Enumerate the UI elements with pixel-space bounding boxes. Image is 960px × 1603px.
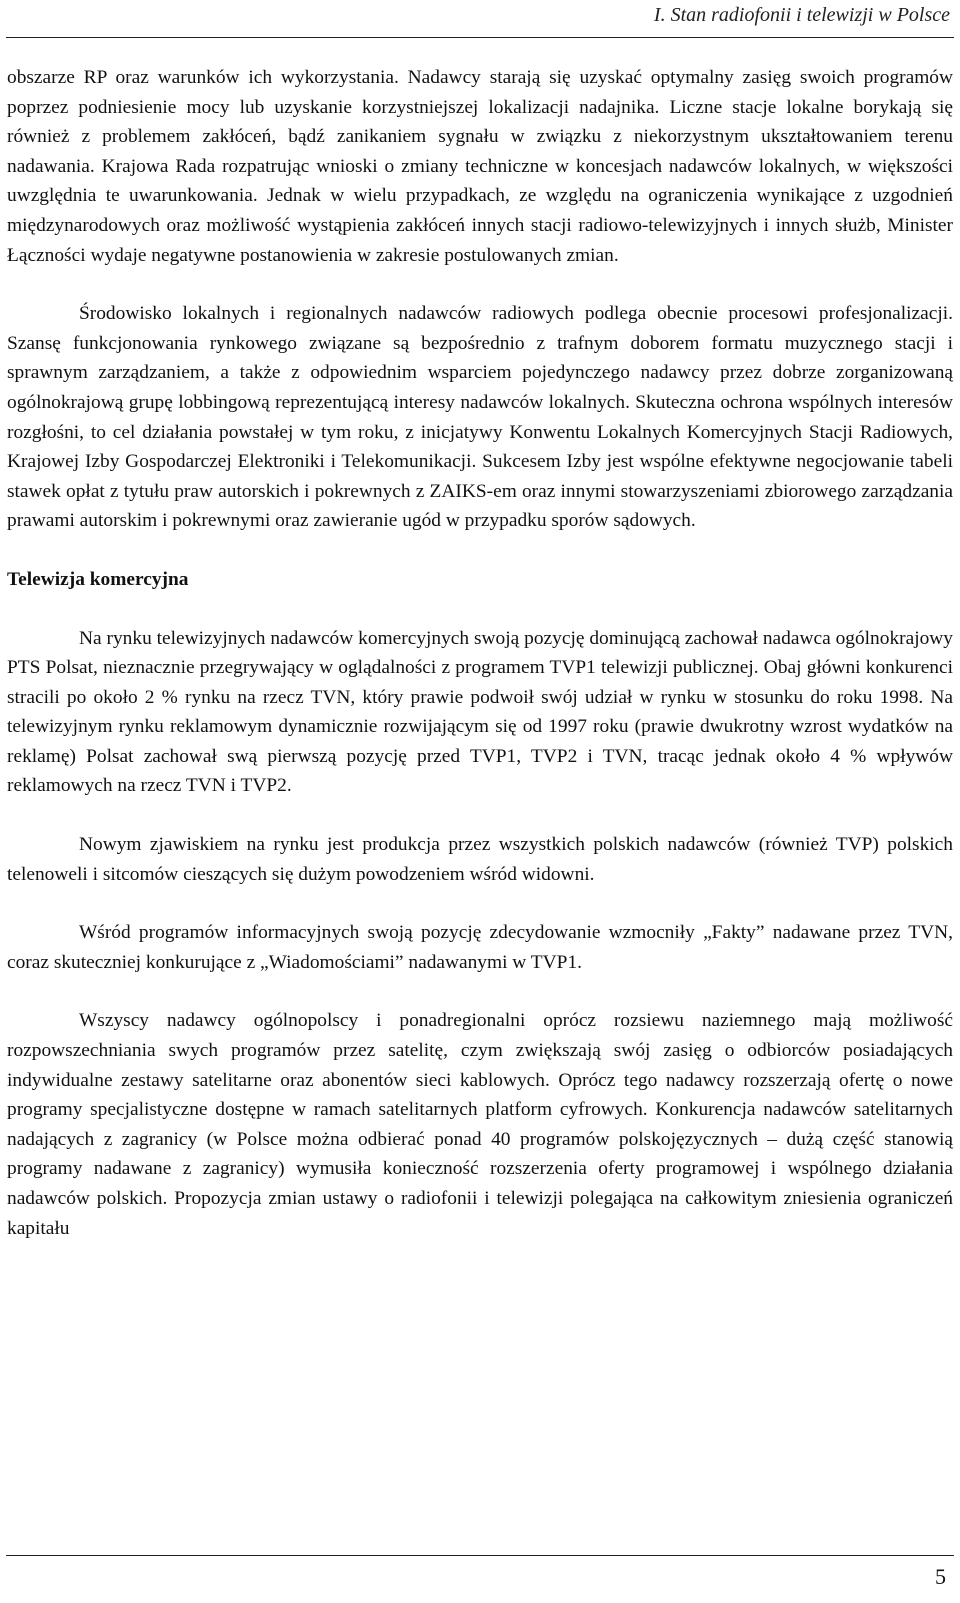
page-body [7,63,953,1243]
paragraph-4: Nowym zjawiskiem na rynku jest produkcja przez wszystkich polskich nadawców (również TVP) polskich telenoweli i sitcomów cieszących się dużym powodzeniem wśród widowni. [7,834,953,885]
header-divider [6,37,954,38]
page-number: 5 [935,1564,946,1589]
paragraph-1: obszarze RP oraz warunków ich wykorzystania. Nadawcy starają się uzyskać optymalny zasięg swoich programów poprzez podniesienie mocy lub uzyskanie korzystniejszej lokalizacji nadajnika. Liczne stacje lokalne borykają się również z problemem zakłóceń, bądź zanikaniem sygnału w związku z niekorzystnym ukształtowaniem terenu nadawania. Krajowa Rada rozpatrując wnioski o zmiany techniczne w koncesjach nadawców lokalnych, w większości uwzględnia te uwarunkowania. Jednak w wielu przypadkach, ze względu na ograniczenia wynikające z uzgodnień międzynarodowych oraz możliwość wystąpienia zakłóceń innych stacji radiowo-telewizyjnych i innych służb, Minister Łączności wydaje negatywne postanowienia w zakresie postulowanych zmian. [7,67,953,266]
footer-divider [6,1555,954,1556]
section-heading: Telewizja komercyjna [7,568,189,590]
paragraph-6: Wszyscy nadawcy ogólnopolscy i ponadregionalni oprócz rozsiewu naziemnego mają możliwość rozpowszechniania swych programów przez satelitę, czym zwiększają swój zasięg o odbiorców posiadających indywidualne zestawy satelitarne oraz abonentów sieci kablowych. Oprócz tego nadawcy rozszerzają ofertę o nowe programy specjalistyczne dostępne w ramach satelitarnych platform cyfrowych. Konkurencja nadawców satelitarnych nadających z zagranicy (w Polsce można odbierać ponad 40 programów polskojęzycznych – dużą część stanowią programy nadawane z zagranicy) wymusiła konieczność rozszerzenia oferty programowej i wspólnego działania nadawców polskich. Propozycja zmian ustawy o radiofonii i telewizji polegająca na całkowitym zniesienia ograniczeń kapitału [7,1010,953,1239]
paragraph-3: Na rynku telewizyjnych nadawców komercyjnych swoją pozycję dominującą zachował nadawca ogólnokrajowy PTS Polsat, nieznacznie przegrywający w oglądalności z programem TVP1 telewizji publicznej. Obaj główni konkurenci stracili po około 2 % rynku na rzecz TVN, który prawie podwoił swój udział w rynku w stosunku do roku 1998. Na telewizyjnym rynku reklamowym dynamicznie rozwijającym się od 1997 roku (prawie dwukrotny wzrost wydatków na reklamę) Polsat zachował swą pierwszą pozycję przed TVP1, TVP2 i TVN, tracąc jednak około 4 % wpływów reklamowych na rzecz TVN i TVP2. [7,627,953,797]
paragraph-2: Środowisko lokalnych i regionalnych nadawców radiowych podlega obecnie procesowi profesjonalizacji. Szansę funkcjonowania rynkowego związane są bezpośrednio z trafnym doborem formatu muzycznego stacji i sprawnym zarządzaniem, a także z odpowiednim wsparciem pojedynczego nadawcy przez dobrze zorganizowaną ogólnokrajową grupę lobbingową reprezentującą interesy nadawców lokalnych. Skuteczna ochrona wspólnych interesów rozgłośni, to cel działania powstałej w tym roku, z inicjatywy Konwentu Lokalnych Komercyjnych Stacji Radiowych, Krajowej Izby Gospodarczej Elektroniki i Telekomunikacji. Sukcesem Izby jest wspólne efektywne negocjowanie tabeli stawek opłat z tytułu praw autorskich i pokrewnych z ZAIKS-em oraz innymi stowarzyszeniami zbiorowego zarządzania prawami autorskim i pokrewnymi oraz zawieranie ugód w przypadku sporów sądowych. [7,303,953,532]
paragraph-5: Wśród programów informacyjnych swoją pozycję zdecydowanie wzmocniły „Fakty” nadawane przez TVN, coraz skuteczniej konkurujące z „Wiadomościami” nadawanymi w TVP1. [7,922,953,973]
running-header-title: I. Stan radiofonii i telewizji w Polsce [653,4,950,26]
